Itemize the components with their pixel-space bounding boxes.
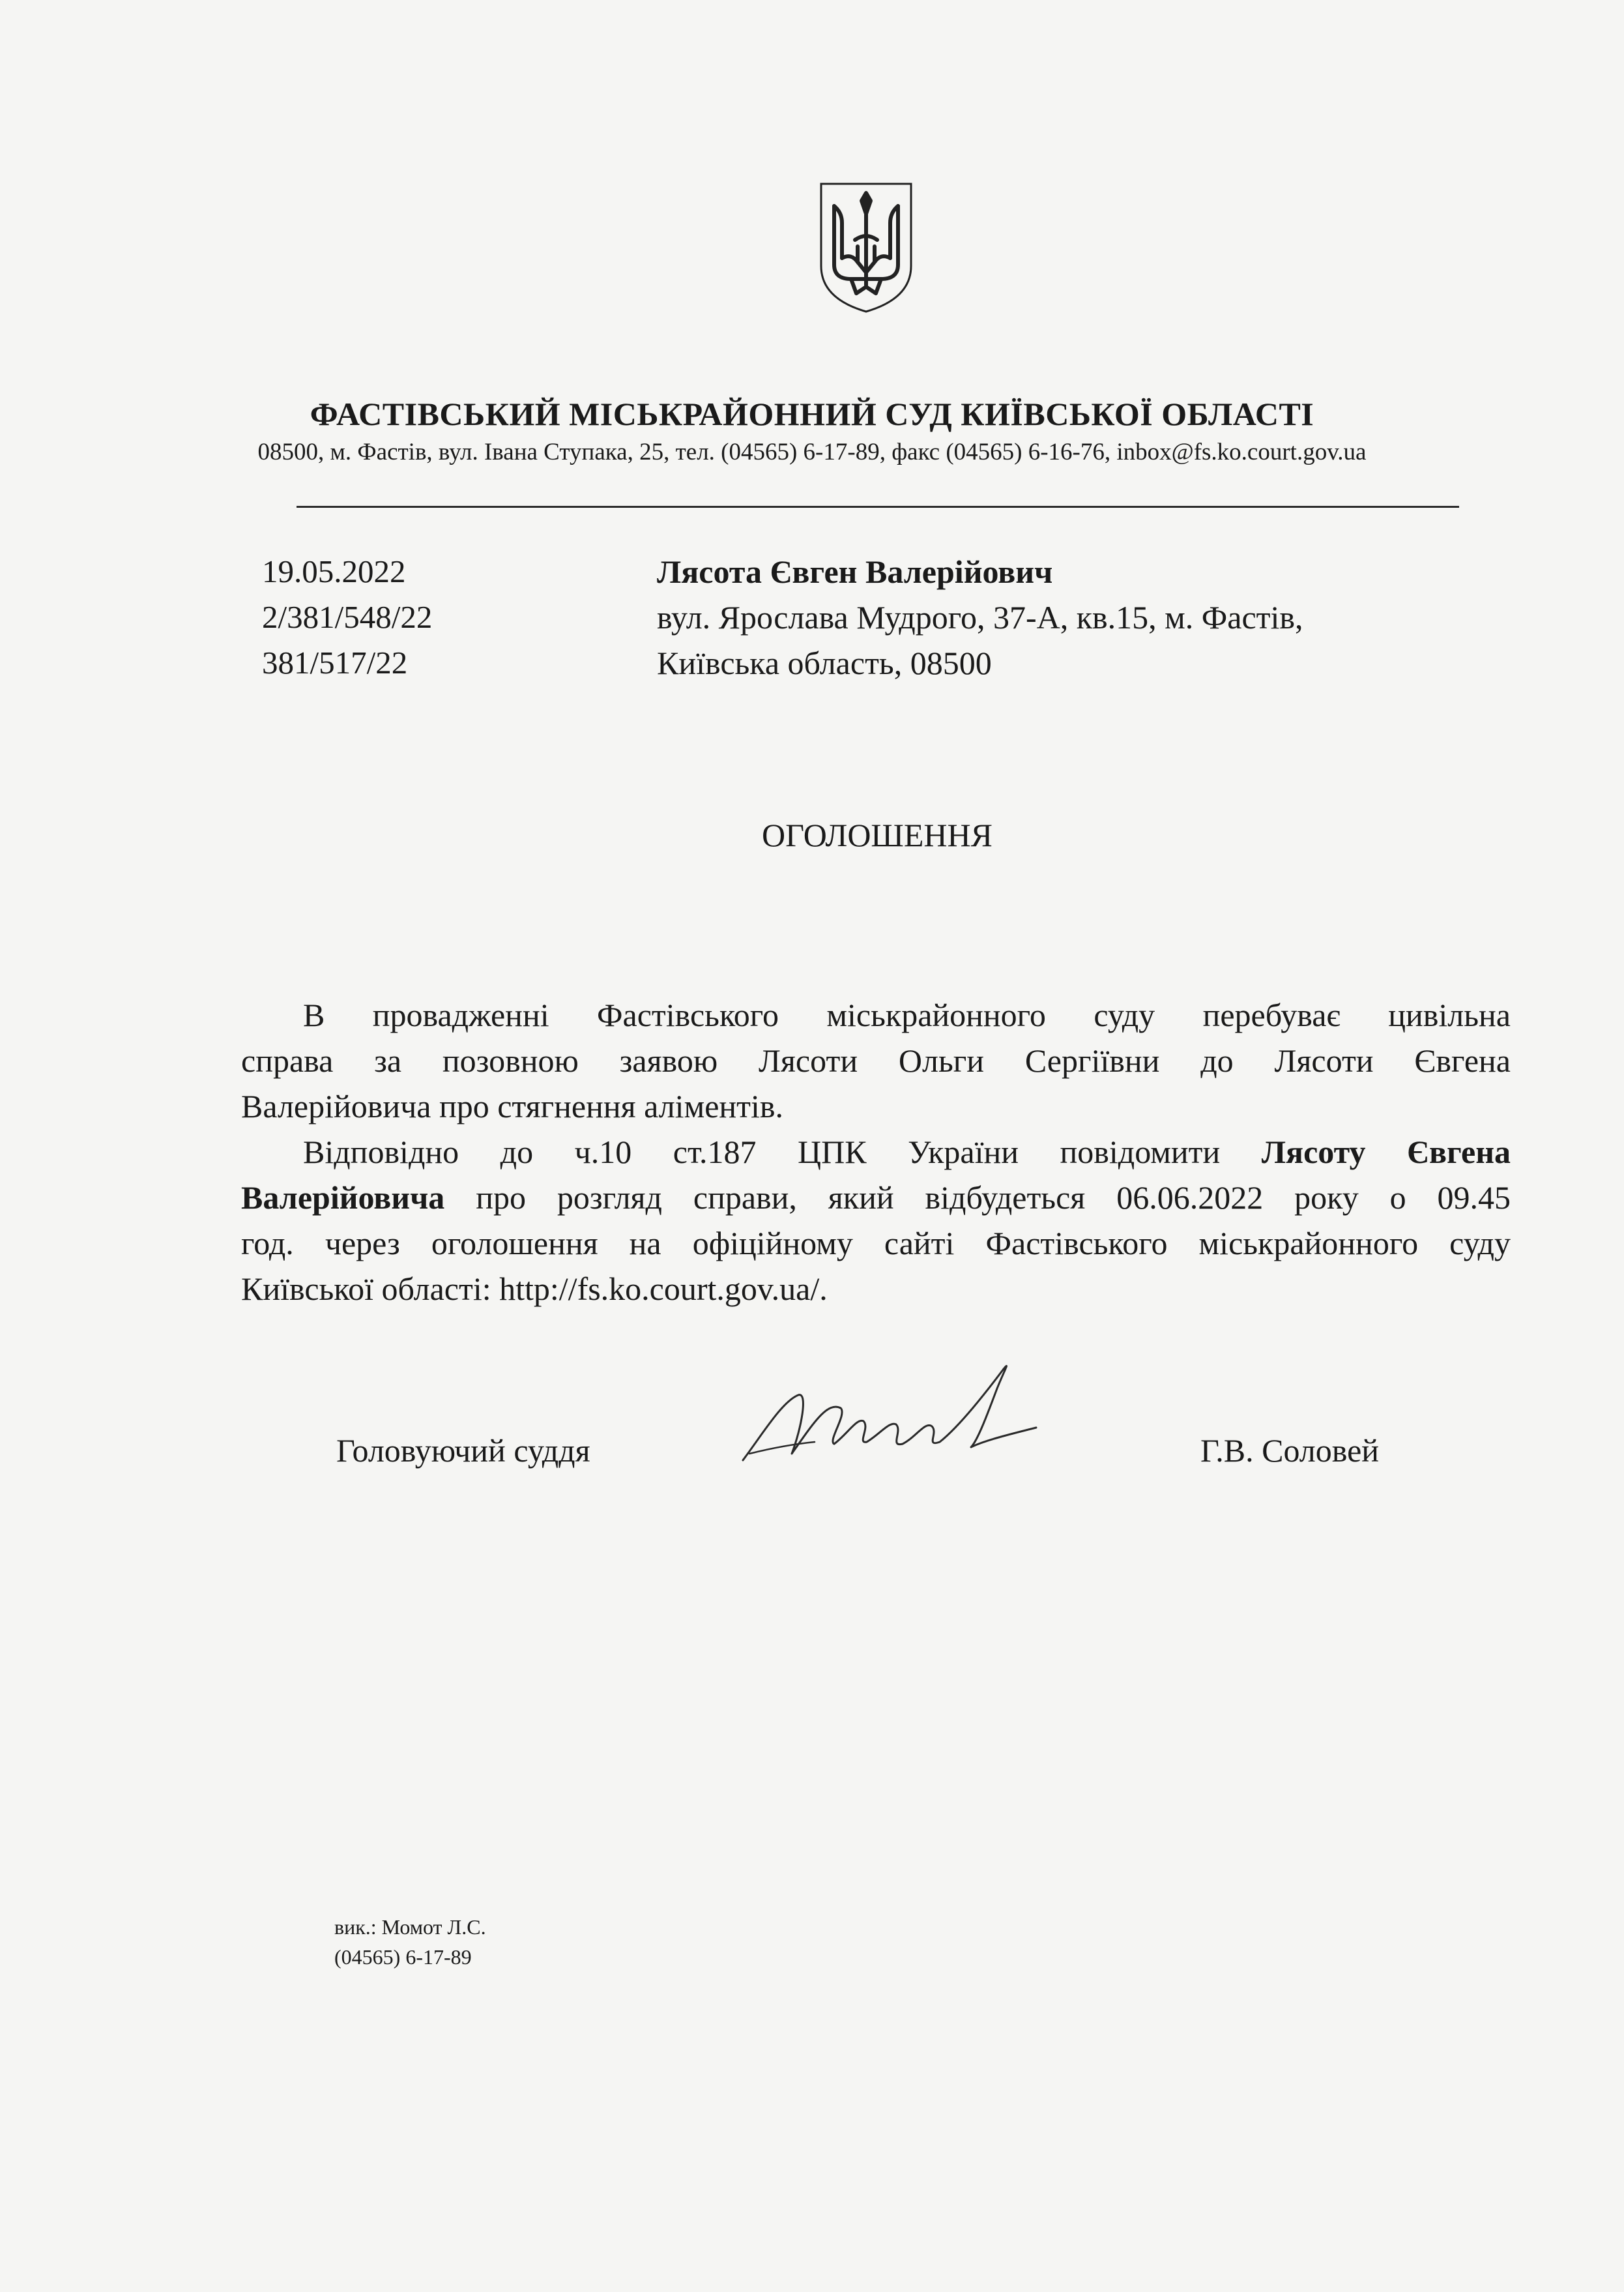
- body-line: Валерійовича про стягнення аліментів.: [241, 1088, 784, 1124]
- document-date: 19.05.2022: [262, 553, 406, 589]
- body-line: В провадженні Фастівського міськрайонного суду перебуває цивільна: [303, 997, 1511, 1033]
- executor-name: вик.: Момот Л.С.: [334, 1915, 486, 1939]
- court-address: 08500, м. Фастів, вул. Івана Ступака, 25, тел. (04565) 6-17-89, факс (04565) 6-16-76, inbox@fs.ko.court.gov.ua: [257, 439, 1367, 465]
- recipient-name: Лясота Євген Валерійович: [657, 553, 1053, 590]
- signatory-role: Головуючий суддя: [336, 1432, 590, 1469]
- executor-phone: (04565) 6-17-89: [334, 1945, 472, 1969]
- trident-emblem-icon: [819, 181, 914, 314]
- signatory-name: Г.В. Соловей: [1200, 1432, 1380, 1469]
- proceeding-number: 381/517/22: [262, 645, 408, 681]
- body-line: справа за позовною заявою Лясоти Ольги Сергіївни до Лясоти Євгена: [241, 1042, 1511, 1079]
- body-bold-text: Валерійовича: [241, 1179, 445, 1216]
- body-line: год. через оголошення на офіційному сайті Фастівського міськрайонного суду: [241, 1225, 1511, 1261]
- body-text: Відповідно до ч.10 ст.187 ЦПК України повідомити: [303, 1134, 1221, 1170]
- body-line: Київської області: http://fs.ko.court.gov.ua/.: [241, 1271, 828, 1307]
- header-divider: [297, 506, 1459, 508]
- document-title: ОГОЛОШЕННЯ: [762, 817, 993, 853]
- body-text: про розгляд справи, який відбудеться 06.06.2022 року о 09.45: [476, 1179, 1511, 1216]
- recipient-address-line: вул. Ярослава Мудрого, 37-А, кв.15, м. Фастів,: [657, 599, 1303, 636]
- body-line: [241, 1175, 1511, 1220]
- case-number: 2/381/548/22: [262, 599, 433, 635]
- recipient-address-line: Київська область, 08500: [657, 645, 992, 681]
- handwritten-signature: [736, 1356, 1049, 1473]
- body-bold-text: Лясоту Євгена: [1261, 1134, 1511, 1170]
- body-line: [241, 1129, 1511, 1175]
- court-name: ФАСТІВСЬКИЙ МІСЬКРАЙОННИЙ СУД КИЇВСЬКОЇ ОБЛАСТІ: [310, 396, 1314, 432]
